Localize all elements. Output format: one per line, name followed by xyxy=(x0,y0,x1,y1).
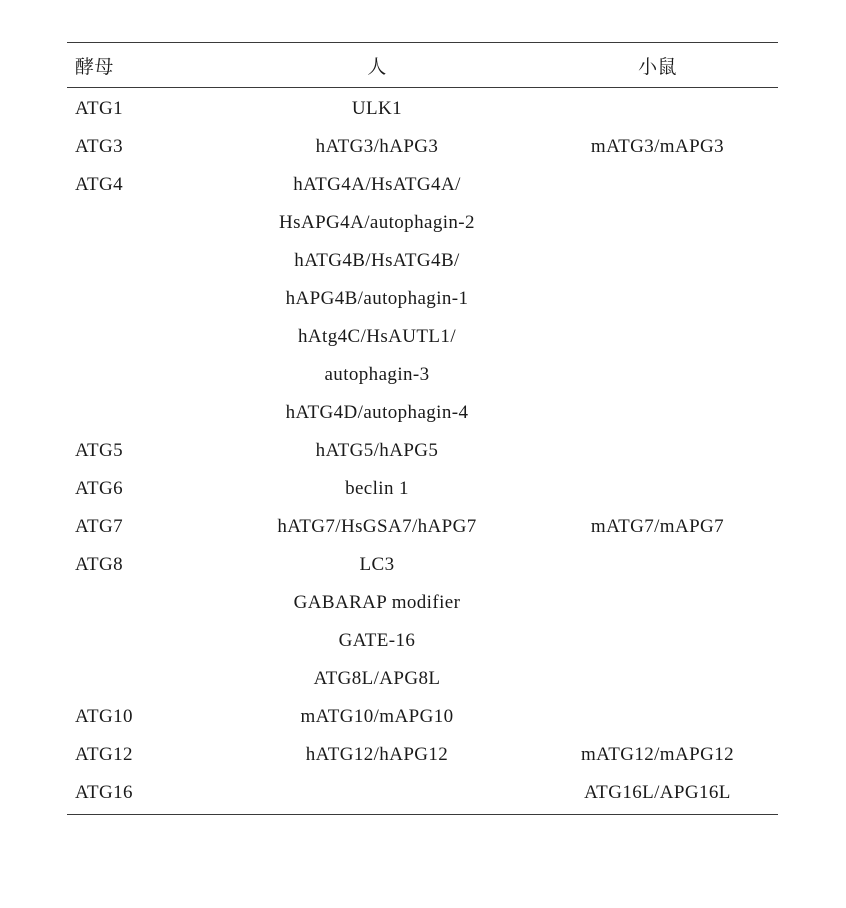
header-human: 人 xyxy=(367,56,387,78)
header-row xyxy=(67,43,778,87)
cell-mouse: mATG12/mAPG12 xyxy=(581,744,734,765)
cell-human: hATG5/hAPG5 xyxy=(315,440,439,461)
cell-human: ATG8L/APG8L xyxy=(313,668,441,689)
cell-yeast: ATG8 xyxy=(75,554,124,575)
table-row xyxy=(67,546,778,584)
cell-yeast: ATG4 xyxy=(75,174,124,195)
cell-yeast: ATG6 xyxy=(75,478,124,499)
cell-human: GABARAP modifier xyxy=(293,592,461,613)
orthologs-table xyxy=(67,42,778,815)
cell-human: hAtg4C/HsAUTL1/ xyxy=(298,326,456,347)
cell-human: hAPG4B/autophagin-1 xyxy=(285,288,469,309)
cell-human: ULK1 xyxy=(351,98,403,119)
table-row xyxy=(67,660,778,698)
cell-human: hATG3/hAPG3 xyxy=(315,136,439,157)
cell-human: hATG4A/HsATG4A/ xyxy=(293,174,461,195)
cell-human: beclin 1 xyxy=(345,478,409,499)
cell-human: hATG12/hAPG12 xyxy=(305,744,449,765)
cell-yeast: ATG1 xyxy=(75,98,124,119)
table-row xyxy=(67,166,778,204)
cell-human: hATG7/HsGSA7/hAPG7 xyxy=(277,516,477,537)
cell-human: hATG4B/HsATG4B/ xyxy=(294,250,460,271)
table-row xyxy=(67,280,778,318)
table-row xyxy=(67,432,778,470)
cell-yeast: ATG16 xyxy=(75,782,133,803)
table-row xyxy=(67,90,778,128)
bottom-rule xyxy=(67,814,778,815)
table-row xyxy=(67,356,778,394)
cell-human: hATG4D/autophagin-4 xyxy=(285,402,469,423)
table-body xyxy=(67,88,778,814)
table-row xyxy=(67,736,778,774)
table-row xyxy=(67,698,778,736)
cell-yeast: ATG7 xyxy=(75,516,124,537)
cell-mouse: ATG16L/APG16L xyxy=(584,782,731,803)
table-row xyxy=(67,242,778,280)
table-row xyxy=(67,394,778,432)
cell-human: GATE-16 xyxy=(338,630,416,651)
table-row xyxy=(67,622,778,660)
table-row xyxy=(67,774,778,812)
table-row xyxy=(67,470,778,508)
cell-mouse: mATG3/mAPG3 xyxy=(590,136,725,157)
cell-human: mATG10/mAPG10 xyxy=(300,706,454,727)
cell-mouse: mATG7/mAPG7 xyxy=(590,516,725,537)
table-row xyxy=(67,128,778,166)
header-yeast: 酵母 xyxy=(75,56,114,78)
table-row xyxy=(67,584,778,622)
header-mouse: 小鼠 xyxy=(638,56,677,78)
cell-yeast: ATG3 xyxy=(75,136,124,157)
cell-human: LC3 xyxy=(359,554,395,575)
table-row xyxy=(67,204,778,242)
cell-human: HsAPG4A/autophagin-2 xyxy=(279,212,475,233)
cell-yeast: ATG5 xyxy=(75,440,124,461)
table-row xyxy=(67,318,778,356)
cell-yeast: ATG12 xyxy=(75,744,133,765)
cell-human: autophagin-3 xyxy=(324,364,430,385)
table-row xyxy=(67,508,778,546)
cell-yeast: ATG10 xyxy=(75,706,133,727)
